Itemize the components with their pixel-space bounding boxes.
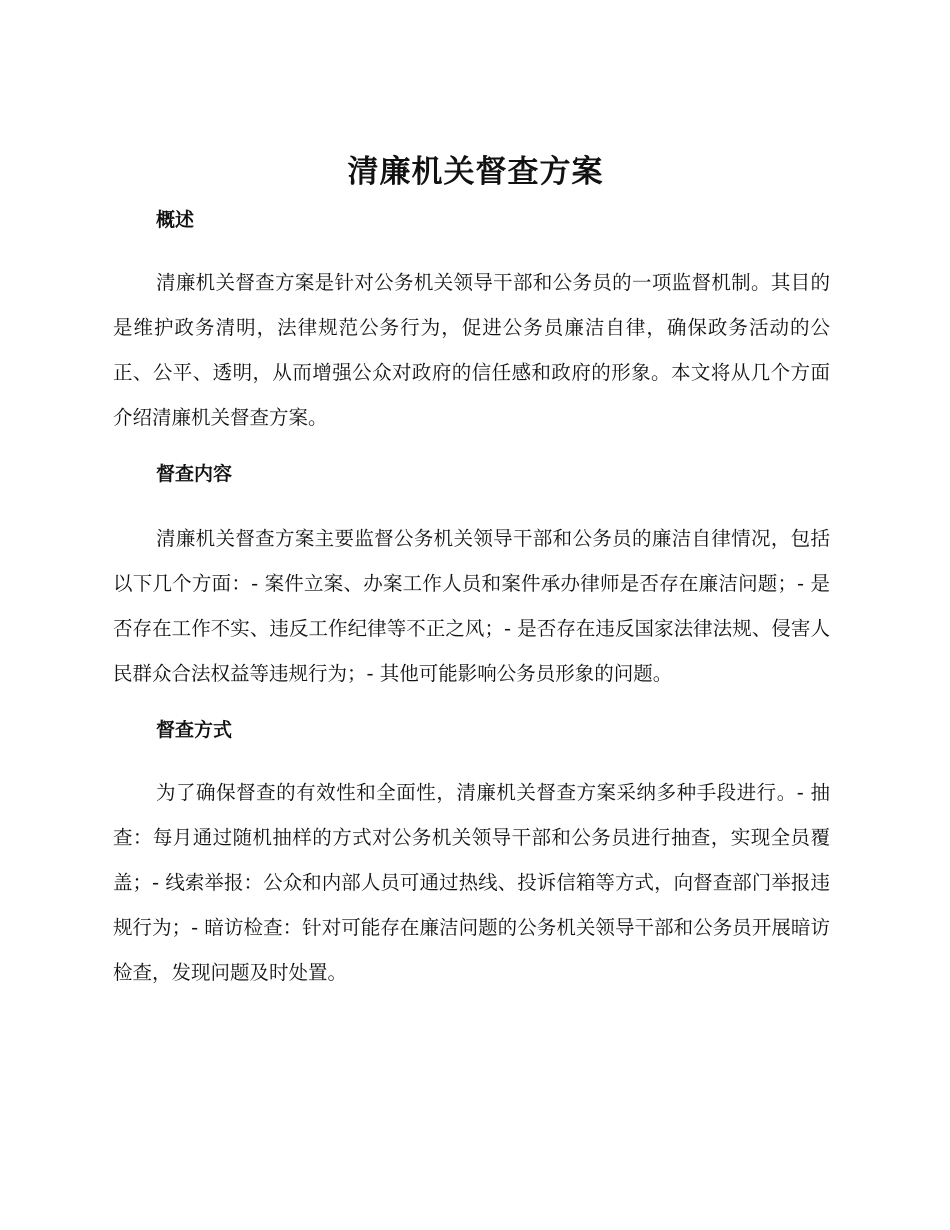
section-methods: [113, 714, 830, 995]
section-heading-content: 督查内容: [156, 463, 233, 485]
section-body-content: 清廉机关督查方案主要监督公务机关领导干部和公务员的廉洁自律情况，包括以下几个方面：- 案件立案、办案工作人员和案件承办律师是否存在廉洁问题；- 是否存在工作不实、违反工作纪律等不正之风；- 是否存在违反国家法律法规、侵害人民群众合法权益等违规行为；- 其他可能影响公务员形象的问题。: [113, 527, 830, 685]
section-body-overview: 清廉机关督查方案是针对公务机关领导干部和公务员的一项监督机制。其目的是维护政务清明，法律规范公务行为，促进公务员廉洁自律，确保政务活动的公正、公平、透明，从而增强公众对政府的信任感和政府的形象。本文将从几个方面介绍清廉机关督查方案。: [113, 271, 830, 429]
section-overview: [113, 204, 830, 440]
section-heading-overview: 概述: [156, 209, 195, 231]
section-body-methods: 为了确保督查的有效性和全面性，清廉机关督查方案采纳多种手段进行。- 抽查：每月通过随机抽样的方式对公务机关领导干部和公务员进行抽查，实现全员覆盖；- 线索举报：公众和内部人员可通过热线、投诉信箱等方式，向督查部门举报违规行为；- 暗访检查：针对可能存在廉洁问题的公务机关领导干部和公务员开展暗访检查，发现问题及时处置。: [113, 781, 830, 984]
section-heading-methods: 督查方式: [156, 719, 233, 741]
section-content: [113, 458, 830, 696]
document-title: 清廉机关督查方案: [347, 154, 604, 190]
